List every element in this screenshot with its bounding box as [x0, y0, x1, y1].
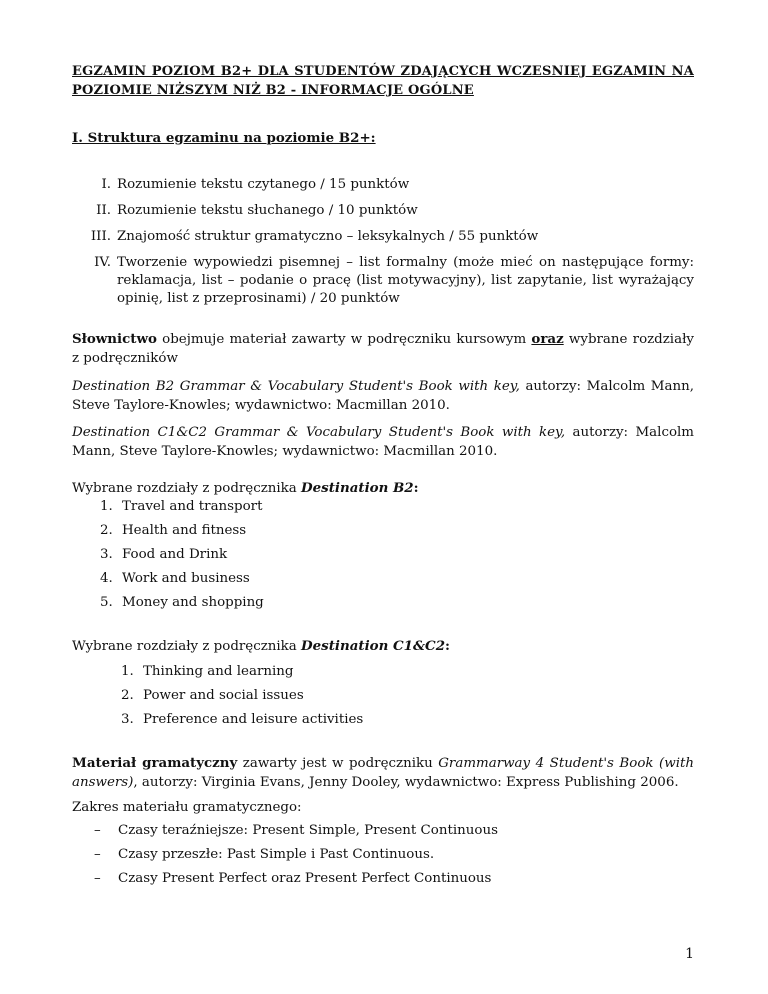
grammar-scope-label: Zakres materiału gramatycznego:: [72, 800, 302, 815]
colon: :: [445, 638, 450, 654]
list-item-number: 3.: [100, 547, 113, 562]
list-item: [72, 228, 694, 246]
list-item-text: Tworzenie wypowiedzi pisemnej – list formalny (może mieć on następujące formy: reklamacja, list – podanie o pracę (list motywacyjny), list zapytanie, list wyrażający opinię, list z przeprosinami) / 20 punktów: [117, 255, 694, 306]
list-item: [72, 846, 498, 864]
list-item-text: Power and social issues: [143, 688, 304, 703]
list-item-number: II.: [96, 203, 111, 218]
list-item-text: Preference and leisure activities: [143, 712, 364, 727]
grammar-text: zawarty jest w podręczniku: [237, 756, 439, 771]
list-item: [72, 254, 694, 308]
list-item-text: Food and Drink: [122, 547, 228, 562]
list-item: [100, 594, 264, 612]
exam-structure-list: [72, 176, 694, 316]
book-reference-b2: [72, 377, 694, 415]
section-heading-structure: I. Struktura egzaminu na poziomie B2+:: [72, 130, 376, 146]
list-item-number: 3.: [121, 712, 134, 727]
list-item-text: Money and shopping: [122, 595, 264, 610]
list-dash: –: [94, 871, 101, 886]
list-item: [72, 176, 694, 194]
list-item: [100, 546, 264, 564]
list-item: [121, 663, 363, 681]
list-item: [121, 687, 363, 705]
book-title: Destination B2: [301, 480, 414, 496]
oraz-emphasis: oraz: [531, 331, 564, 347]
list-item-number: I.: [101, 177, 111, 192]
list-item: [100, 570, 264, 588]
list-item-number: 1.: [121, 664, 134, 679]
list-item-number: III.: [90, 229, 111, 244]
list-item-number: 2.: [121, 688, 134, 703]
list-item-text: Rozumienie tekstu czytanego / 15 punktów: [117, 177, 410, 192]
list-item-number: 5.: [100, 595, 113, 610]
document-title: EGZAMIN POZIOM B2+ DLA STUDENTÓW ZDAJĄCYCH WCZESNIEJ EGZAMIN NA POZIOMIE NIŻSZYM NIŻ B2 - INFORMACJE OGÓLNE: [72, 64, 694, 98]
grammar-paragraph: [72, 754, 694, 792]
grammar-label: Materiał gramatyczny: [72, 755, 238, 771]
c1c2-chapters-list: [121, 663, 363, 735]
b2-chapters-intro: [72, 479, 694, 498]
list-item: [72, 202, 694, 220]
vocab-label: Słownictwo: [72, 331, 157, 347]
colon: :: [413, 480, 419, 496]
page-number: 1: [685, 946, 694, 962]
list-item-number: 2.: [100, 523, 113, 538]
intro-text: Wybrane rozdziały z podręcznika: [72, 639, 302, 654]
book-title: Destination B2 Grammar & Vocabulary Student's Book with key,: [72, 379, 520, 394]
list-item-text: Health and fitness: [122, 523, 247, 538]
list-item-text: Rozumienie tekstu słuchanego / 10 punktów: [117, 203, 418, 218]
list-item-text: Travel and transport: [122, 499, 263, 514]
vocab-paragraph: [72, 330, 694, 368]
list-dash: –: [94, 847, 101, 862]
list-item-number: 4.: [100, 571, 113, 586]
list-item: [72, 822, 498, 840]
list-item-text: Thinking and learning: [143, 664, 294, 679]
list-item-number: 1.: [100, 499, 113, 514]
intro-text: Wybrane rozdziały z podręcznika: [72, 481, 302, 496]
list-item: [72, 870, 498, 888]
list-item-text: Work and business: [122, 571, 250, 586]
vocab-text: obejmuje materiał zawarty w podręczniku kursowym: [156, 332, 532, 347]
book-title: Destination C1&C2 Grammar & Vocabulary Student's Book with key,: [72, 425, 566, 440]
list-item: [100, 522, 264, 540]
book-reference-c1c2: [72, 423, 694, 461]
book-details: autorzy: Malcolm Mann, Steve Taylore-Knowles; wydawnictwo: Macmillan 2010.: [72, 425, 694, 459]
book-title: Grammarway 4 Student's Book (with answers): [72, 756, 694, 790]
vocab-text-rest: wybrane rozdziały z podręczników: [72, 332, 694, 366]
book-title: Destination C1&C2: [301, 638, 446, 654]
list-item-text: Czasy przeszłe: Past Simple i Past Continuous.: [118, 847, 435, 862]
list-item-number: IV.: [94, 255, 111, 270]
list-item-text: Czasy Present Perfect oraz Present Perfect Continuous: [118, 871, 492, 886]
book-details: autorzy: Malcolm Mann, Steve Taylore-Knowles; wydawnictwo: Macmillan 2010.: [72, 379, 694, 413]
c1c2-chapters-intro: [72, 637, 694, 656]
list-dash: –: [94, 823, 101, 838]
list-item: [100, 498, 264, 516]
b2-chapters-list: [100, 498, 264, 618]
grammar-scope-list: [72, 822, 498, 894]
grammar-text-rest: , autorzy: Virginia Evans, Jenny Dooley, wydawnictwo: Express Publishing 2006.: [133, 775, 679, 790]
list-item-text: Znajomość struktur gramatyczno – leksykalnych / 55 punktów: [117, 229, 539, 244]
list-item-text: Czasy teraźniejsze: Present Simple, Present Continuous: [118, 823, 498, 838]
list-item: [121, 711, 363, 729]
